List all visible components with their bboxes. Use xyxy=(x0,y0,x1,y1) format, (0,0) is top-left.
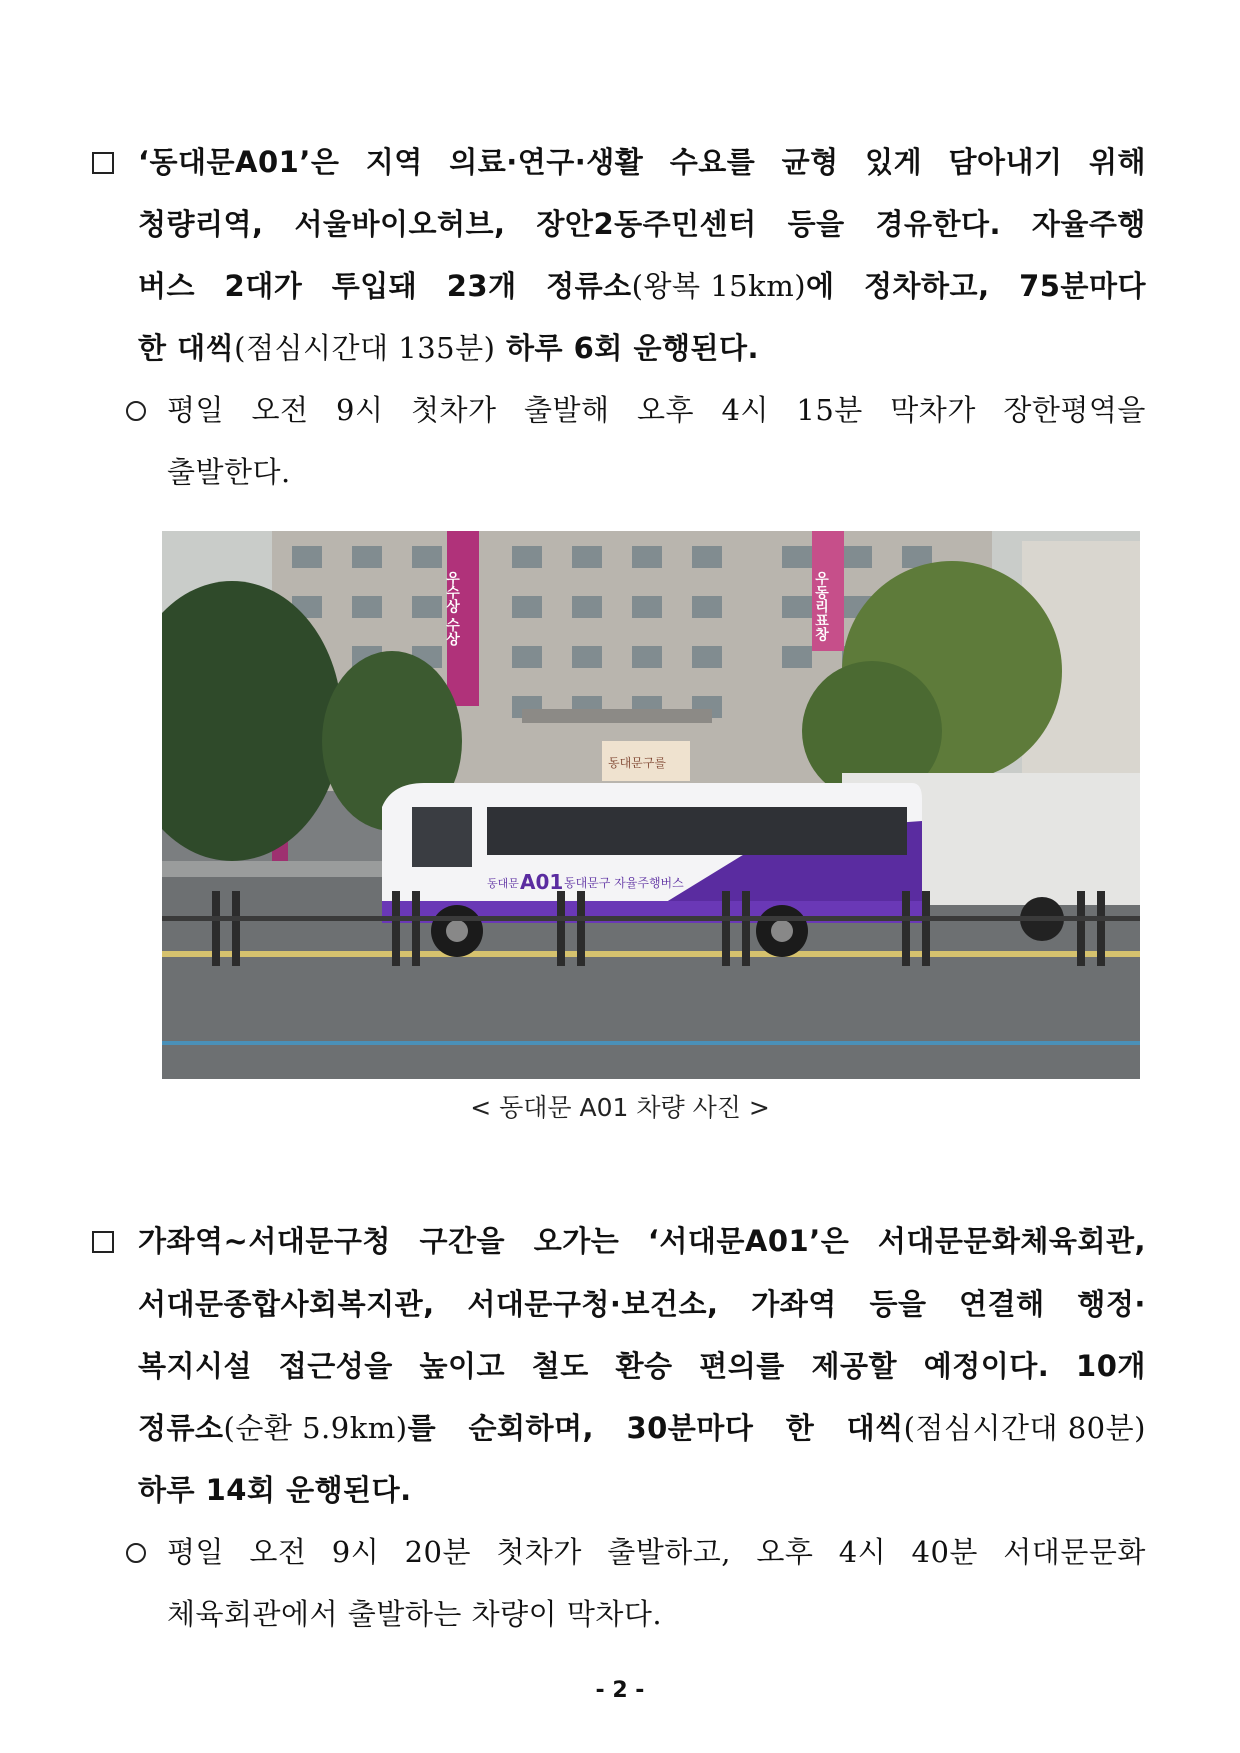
word: 에 xyxy=(806,269,835,303)
word: 경유한다. xyxy=(875,207,1002,241)
section2-line1 xyxy=(138,1221,1146,1261)
word: ‘서대문A01’은 xyxy=(647,1224,850,1258)
word: 첫차가 xyxy=(496,1535,582,1569)
section1-line2 xyxy=(138,204,1146,244)
word: 예정이다. xyxy=(923,1349,1050,1383)
circle-bullet-icon xyxy=(126,401,146,421)
word: 등을 xyxy=(787,207,845,241)
word: 위해 xyxy=(1088,145,1146,179)
word: 있게 xyxy=(865,145,923,179)
word: 10개 xyxy=(1076,1349,1146,1383)
word: 서울바이오허브, xyxy=(294,207,506,241)
word: 오전 xyxy=(251,393,309,427)
section1-sub-line2: 출발한다. xyxy=(167,455,291,489)
word: 지역 xyxy=(365,145,423,179)
bus-photo-text-desc: 동대문구 자율주행버스 xyxy=(564,876,684,890)
word: 균형 xyxy=(781,145,839,179)
word: 의료·연구·생활 xyxy=(449,145,644,179)
word: 정류소 xyxy=(546,269,632,303)
word: 9시 xyxy=(336,393,384,427)
word: 40분 xyxy=(911,1535,978,1569)
word: 청량리역, xyxy=(138,207,264,241)
word: 오후 xyxy=(636,393,694,427)
word: 30분마다 xyxy=(626,1411,754,1445)
word: 서대문문화 xyxy=(1003,1535,1146,1569)
word: 4시 xyxy=(838,1535,887,1569)
word: 한 대씩 xyxy=(138,331,235,365)
word: 구간을 xyxy=(419,1224,506,1258)
word: 오후 xyxy=(756,1535,814,1569)
word: 서대문문화체육회관, xyxy=(877,1224,1146,1258)
word: 투입돼 xyxy=(331,269,418,303)
word: 제공할 xyxy=(811,1349,898,1383)
section1-sub-line1 xyxy=(167,390,1146,430)
word: 순회하며, xyxy=(468,1411,595,1445)
word: 평일 xyxy=(167,393,225,427)
word: 버스 xyxy=(138,269,196,303)
word: 철도 xyxy=(531,1349,589,1383)
word: 등을 xyxy=(869,1287,927,1321)
word: 연결해 xyxy=(959,1287,1045,1321)
word: 출발해 xyxy=(523,393,610,427)
word-group xyxy=(138,1408,436,1448)
word: 2대가 xyxy=(224,269,303,303)
word: ‘동대문A01’은 xyxy=(138,145,340,179)
word: 4시 xyxy=(721,393,769,427)
banner-left-text: 우수상 수상 xyxy=(444,571,460,646)
bus-photo-text-small: 동대문 xyxy=(487,877,519,890)
word: 복지시설 xyxy=(138,1349,253,1383)
word: 가좌역 xyxy=(751,1287,837,1321)
word: 환승 xyxy=(615,1349,673,1383)
word: 행정· xyxy=(1077,1287,1146,1321)
word: 출발하고, xyxy=(607,1535,731,1569)
word: 한 xyxy=(785,1411,815,1445)
word: 정차하고, xyxy=(864,269,990,303)
banner-right-text: 우동리표창 xyxy=(813,571,829,641)
word: 높이고 xyxy=(419,1349,506,1383)
section2-sub-line1 xyxy=(167,1532,1146,1572)
building-sign-text: 동대문구를 xyxy=(608,756,666,770)
word: 평일 xyxy=(167,1535,225,1569)
word: 를 xyxy=(407,1411,437,1445)
word: 오전 xyxy=(249,1535,307,1569)
lunch-note: (점심시간대 135분) xyxy=(234,331,496,365)
lunch-note: (점심시간대 80분) xyxy=(903,1411,1146,1445)
word: 첫차가 xyxy=(410,393,497,427)
word: 수요를 xyxy=(669,145,756,179)
page-number: - 2 - xyxy=(595,1678,645,1703)
section2-line3 xyxy=(138,1346,1146,1386)
word: 막차가 xyxy=(890,393,976,427)
word: 접근성을 xyxy=(278,1349,393,1383)
photo-caption: < 동대문 A01 차량 사진 > xyxy=(470,1093,770,1122)
checkbox-bullet-icon xyxy=(92,1231,114,1253)
word: 자율주행 xyxy=(1031,207,1146,241)
checkbox-bullet-icon xyxy=(92,152,114,174)
word: 오가는 xyxy=(533,1224,620,1258)
word: 대씩 xyxy=(846,1411,904,1445)
circle-bullet-icon xyxy=(126,1543,146,1563)
word-group xyxy=(546,266,834,306)
bus-photo-illustration xyxy=(162,531,1140,1079)
section1-line1 xyxy=(138,142,1146,182)
word: 23개 xyxy=(446,269,517,303)
word: 20분 xyxy=(404,1535,471,1569)
section2-line5: 하루 14회 운행된다. xyxy=(138,1473,412,1507)
bus-photo xyxy=(162,531,1140,1079)
word: 서대문구청·보건소, xyxy=(467,1287,719,1321)
word: 정류소 xyxy=(138,1411,224,1445)
bus-photo-text-route: A01 xyxy=(520,870,564,894)
word: 장한평역을 xyxy=(1003,393,1146,427)
word: 편의를 xyxy=(699,1349,785,1383)
word: 하루 6회 운행된다. xyxy=(506,331,760,365)
word: 장안2동주민센터 xyxy=(536,207,757,241)
section1-line3 xyxy=(138,266,1146,306)
distance-note: (왕복 15km) xyxy=(631,269,807,303)
word: 담아내기 xyxy=(948,145,1063,179)
section2-line4 xyxy=(138,1408,1146,1448)
section2-line2 xyxy=(138,1284,1146,1324)
word: 서대문종합사회복지관, xyxy=(138,1287,435,1321)
word: 9시 xyxy=(331,1535,380,1569)
section1-line4 xyxy=(138,328,759,368)
word: 가좌역~서대문구청 xyxy=(138,1224,391,1258)
word: 75분마다 xyxy=(1019,269,1146,303)
section2-sub-line2: 체육회관에서 출발하는 차량이 막차다. xyxy=(167,1597,663,1631)
word: 15분 xyxy=(796,393,863,427)
distance-note: (순환 5.9km) xyxy=(223,1411,408,1445)
word-group xyxy=(847,1408,1146,1448)
